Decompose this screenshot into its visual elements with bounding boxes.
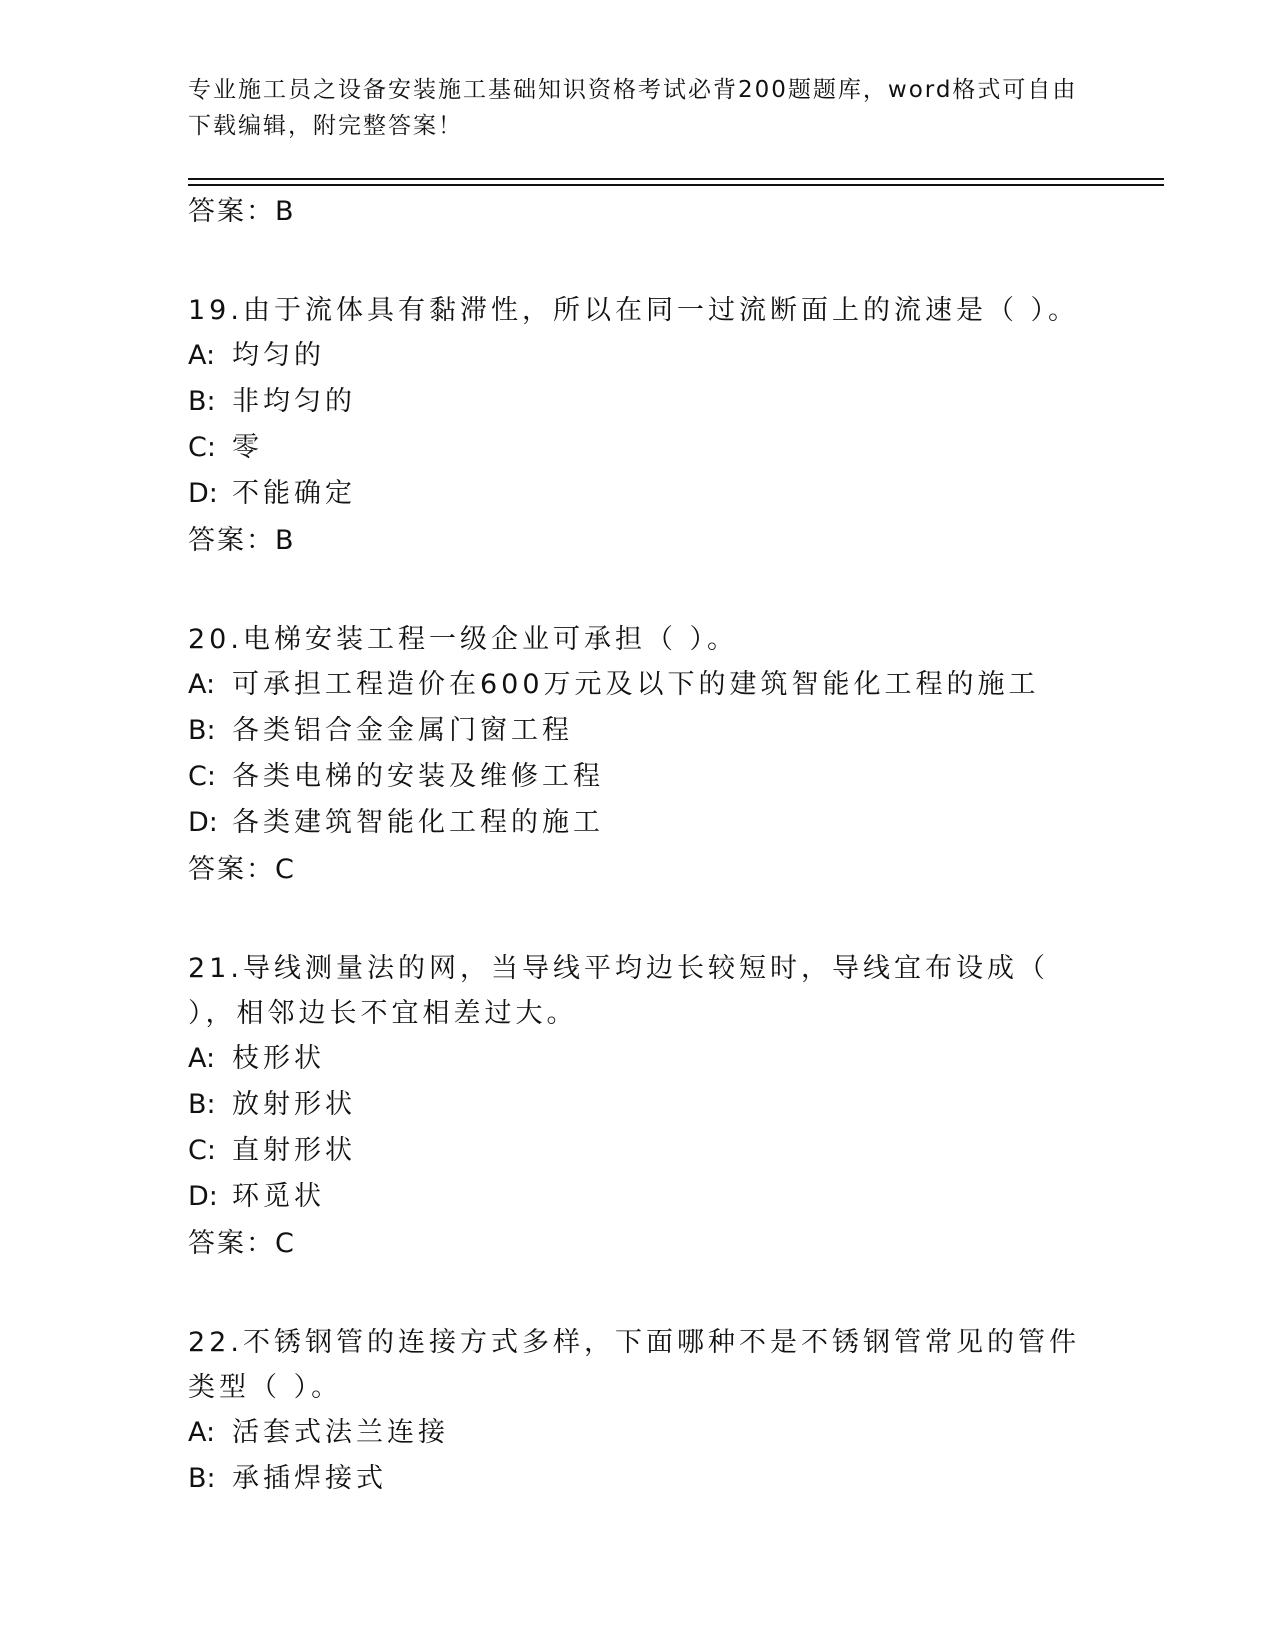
option-key: D: bbox=[188, 1181, 218, 1212]
option-text: 均匀的 bbox=[232, 340, 325, 371]
option-text: 可承担工程造价在600万元及以下的建筑智能化工程的施工 bbox=[232, 669, 1040, 700]
option-text: 各类铝合金金属门窗工程 bbox=[232, 715, 573, 746]
option-text: 承插焊接式 bbox=[232, 1463, 387, 1494]
option-text: 非均匀的 bbox=[232, 386, 356, 417]
option-text: 活套式法兰连接 bbox=[232, 1417, 449, 1448]
option-text: 零 bbox=[232, 432, 263, 463]
option-item bbox=[188, 754, 1108, 800]
question-text: 19.由于流体具有黏滞性，所以在同一过流断面上的流速是（ ）。 bbox=[188, 295, 1080, 326]
option-text: 枝形状 bbox=[232, 1043, 325, 1074]
option-key: A: bbox=[188, 1043, 216, 1074]
option-text: 各类建筑智能化工程的施工 bbox=[232, 807, 604, 838]
option-key: B: bbox=[188, 1463, 216, 1494]
option-item bbox=[188, 1082, 1108, 1128]
answer-line: 答案：C bbox=[188, 854, 296, 885]
question-item bbox=[188, 1320, 1108, 1502]
option-text: 各类电梯的安装及维修工程 bbox=[232, 761, 604, 792]
option-key: C: bbox=[188, 761, 216, 792]
header-divider-bottom bbox=[188, 184, 1164, 186]
option-item bbox=[188, 1174, 1108, 1220]
option-item bbox=[188, 1128, 1108, 1174]
option-item bbox=[188, 1456, 1108, 1502]
option-text: 不能确定 bbox=[232, 478, 356, 509]
option-key: B: bbox=[188, 386, 216, 417]
answer-line: 答案：B bbox=[188, 196, 296, 227]
option-item bbox=[188, 708, 1108, 754]
document-header bbox=[188, 72, 1088, 144]
option-key: B: bbox=[188, 1089, 216, 1120]
question-text: 20.电梯安装工程一级企业可承担（ ）。 bbox=[188, 624, 739, 655]
question-text: 22.不锈钢管的连接方式多样，下面哪种不是不锈钢管常见的管件类型（ ）。 bbox=[188, 1327, 1080, 1403]
answer-line: 答案：B bbox=[188, 525, 296, 556]
option-item bbox=[188, 379, 1108, 425]
option-key: A: bbox=[188, 340, 216, 371]
option-item bbox=[188, 333, 1108, 379]
option-key: A: bbox=[188, 669, 216, 700]
header-divider-top bbox=[188, 178, 1164, 180]
question-item bbox=[188, 946, 1108, 1261]
document-title: 专业施工员之设备安装施工基础知识资格考试必背200题题库，word格式可自由下载编辑，附完整答案！ bbox=[188, 77, 1078, 139]
option-key: A: bbox=[188, 1417, 216, 1448]
option-item bbox=[188, 471, 1108, 517]
option-text: 环觅状 bbox=[232, 1181, 325, 1212]
question-item bbox=[188, 617, 1108, 887]
question-text: 21.导线测量法的网，当导线平均边长较短时，导线宜布设成（ ），相邻边长不宜相差过大。 bbox=[188, 953, 1049, 1029]
option-key: C: bbox=[188, 432, 216, 463]
option-key: D: bbox=[188, 807, 218, 838]
option-key: D: bbox=[188, 478, 218, 509]
option-item bbox=[188, 1410, 1108, 1456]
option-key: B: bbox=[188, 715, 216, 746]
question-item bbox=[188, 288, 1108, 558]
option-item bbox=[188, 1036, 1108, 1082]
answer-line: 答案：C bbox=[188, 1228, 296, 1259]
option-item bbox=[188, 662, 1108, 708]
option-text: 放射形状 bbox=[232, 1089, 356, 1120]
option-text: 直射形状 bbox=[232, 1135, 356, 1166]
option-item bbox=[188, 425, 1108, 471]
question-list bbox=[188, 190, 1108, 1502]
option-key: C: bbox=[188, 1135, 216, 1166]
option-item bbox=[188, 800, 1108, 846]
